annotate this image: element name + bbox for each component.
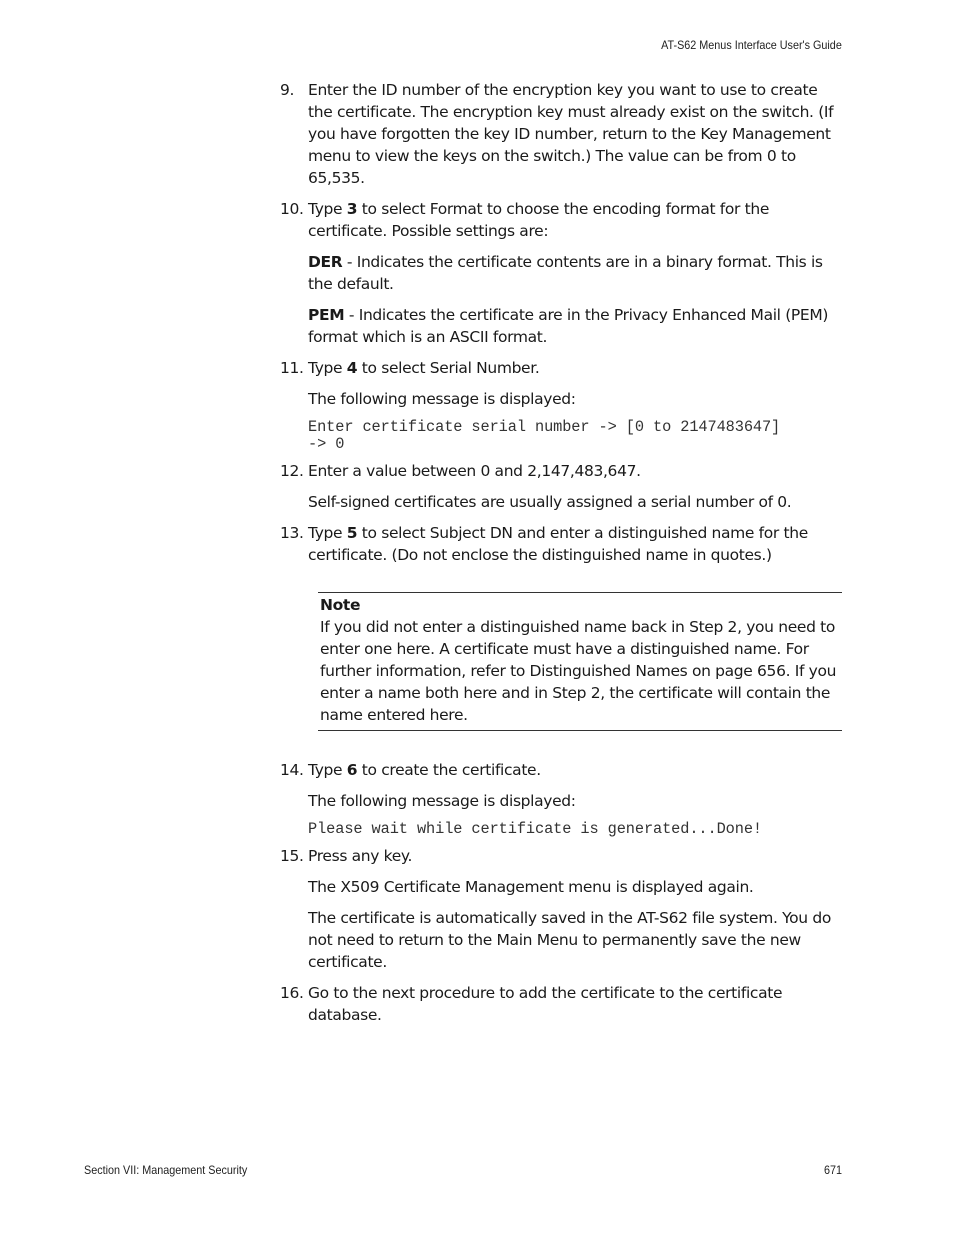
step-13 (280, 522, 842, 566)
step-text: Enter the ID number of the encryption key you want to use to create the certificate. The encryption key must already exist on the switch. (If you have forgotten the key ID number, return to the Key Management menu to view the keys on the switch.) The value can be from 0 to 65,535. (308, 81, 834, 187)
step-number: 16. (280, 984, 304, 1002)
step-text-pre: Type (308, 524, 347, 542)
step-text: Go to the next procedure to add the certificate to the certificate database. (308, 984, 783, 1024)
step-text-pre: Type (308, 359, 347, 377)
step-text-post: to select Serial Number. (357, 359, 540, 377)
step-number: 13. (280, 524, 304, 542)
setting-desc: - Indicates the certificate contents are in a binary format. This is the default. (308, 253, 823, 293)
key-number: 5 (346, 524, 358, 542)
step-12-note: Self-signed certificates are usually assigned a serial number of 0. (308, 493, 792, 511)
setting-term: DER (308, 253, 343, 271)
key-number: 4 (346, 359, 358, 377)
setting-der (280, 251, 842, 295)
page-content (280, 79, 842, 1035)
step-text: Press any key. (308, 847, 413, 865)
step-number: 10. (280, 200, 304, 218)
code-block-generate (280, 821, 842, 838)
step-number: 9. (280, 81, 295, 99)
step-text: Enter a value between 0 and 2,147,483,647. (308, 462, 641, 480)
code-block-serial (280, 419, 842, 453)
step-text-post: to select Format to choose the encoding format for the certificate. Possible settings are: (308, 200, 770, 240)
code-line: Please wait while certificate is generated...Done! (308, 820, 762, 838)
message-intro: The following message is displayed: (308, 390, 576, 408)
footer-section: Section VII: Management Security (84, 1163, 248, 1177)
note-text: If you did not enter a distinguished name back in Step 2, you need to enter one here. A certificate must have a distinguished name. For further information, refer to Distinguished Names on page 656. If you enter a name both here and in Step 2, the certificate will contain the name entered here. (320, 618, 837, 724)
step-12 (280, 460, 842, 482)
code-line: Enter certificate serial number -> [0 to 2147483647] (308, 418, 781, 436)
step-9 (280, 79, 842, 189)
step-number: 15. (280, 847, 304, 865)
step-15-para-1: The X509 Certificate Management menu is displayed again. (308, 878, 754, 896)
step-15-para-2: The certificate is automatically saved in the AT-S62 file system. You do not need to return to the Main Menu to permanently save the new certificate. (308, 909, 831, 971)
step-text-post: to select Subject DN and enter a distinguished name for the certificate. (Do not enclose the distinguished name in quotes.) (308, 524, 808, 564)
page-header: AT-S62 Menus Interface User's Guide (661, 38, 842, 52)
step-text-post: to create the certificate. (357, 761, 541, 779)
page-number: 671 (823, 1163, 842, 1177)
step-10 (280, 198, 842, 242)
step-number: 11. (280, 359, 304, 377)
setting-desc: - Indicates the certificate are in the Privacy Enhanced Mail (PEM) format which is an ASCII format. (308, 306, 829, 346)
step-11 (280, 357, 842, 379)
step-number: 12. (280, 462, 304, 480)
step-text-pre: Type (308, 761, 347, 779)
note-title: Note (320, 596, 361, 614)
message-intro: The following message is displayed: (308, 792, 576, 810)
setting-term: PEM (308, 306, 345, 324)
step-16 (280, 982, 842, 1026)
key-number: 3 (346, 200, 358, 218)
setting-pem (280, 304, 842, 348)
step-number: 14. (280, 761, 304, 779)
step-14 (280, 759, 842, 781)
step-15 (280, 845, 842, 867)
key-number: 6 (346, 761, 358, 779)
step-text-pre: Type (308, 200, 347, 218)
note-box (318, 592, 842, 731)
code-line: -> 0 (308, 435, 345, 453)
